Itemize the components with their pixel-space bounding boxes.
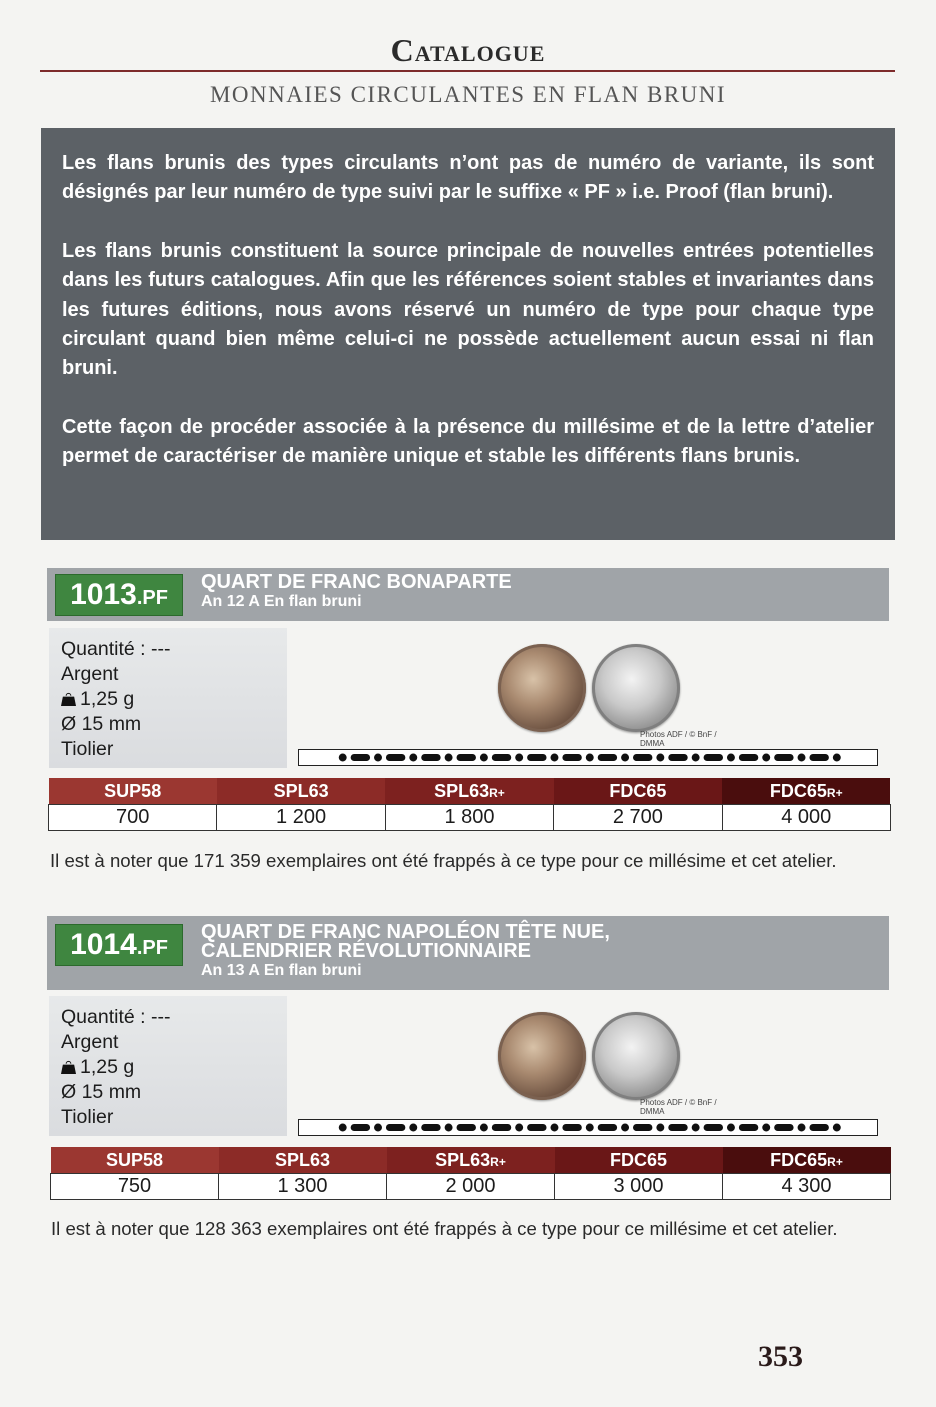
grade-header-row (51, 1147, 891, 1174)
rarity-dot (656, 1124, 664, 1132)
spec-edge: Tiolier (61, 1106, 114, 1128)
rarity-dot (480, 754, 488, 762)
mintage-note: Il est à noter que 128 363 exemplaires ont été frappés à ce type pour ce millésime et cet atelier. (51, 1218, 838, 1239)
spec-weight-row (61, 1056, 134, 1079)
rarity-dash (598, 754, 617, 761)
rarity-dot (586, 754, 594, 762)
price-row (49, 805, 891, 831)
price-row (51, 1174, 891, 1200)
rarity-dot (833, 1124, 841, 1132)
rarity-dot (551, 1124, 559, 1132)
type-number: 1014 (70, 928, 137, 961)
grade-header: FDC65 (555, 1147, 723, 1174)
rarity-dot (621, 754, 629, 762)
rarity-dash (774, 1124, 793, 1131)
rarity-dot (480, 1124, 488, 1132)
intro-box (41, 128, 895, 540)
rarity-dash (704, 754, 723, 761)
intro-paragraph: Les flans brunis constituent la source principale de nouvelles entrées potentielles dans les futurs catalogues. Afin que les références soient stables et invariantes dans les futures éditions, nous avons réservé un numéro de type pour chaque type circulant quand bien même celui-ci ne possède actuellement aucun essai ni flan bruni. (62, 239, 874, 380)
price-cell: 4 000 (722, 805, 890, 831)
grade-header: FDC65R+ (723, 1147, 891, 1174)
price-cell: 700 (49, 805, 217, 831)
type-subtitle: An 12 A En flan bruni (201, 593, 362, 610)
rarity-dash (809, 754, 828, 761)
rarity-dot (374, 754, 382, 762)
rarity-dot (409, 754, 417, 762)
rarity-dash (421, 1124, 440, 1131)
photo-credit: Photos ADF / © BnF / DMMA (640, 730, 717, 748)
price-cell: 1 800 (385, 805, 553, 831)
coin-obverse-image (498, 644, 586, 732)
type-title-line: CALENDRIER RÉVOLUTIONNAIRE (201, 940, 532, 962)
rarity-dash (386, 1124, 405, 1131)
price-cell: 2 700 (554, 805, 722, 831)
spec-weight: 1,25 g (80, 1056, 135, 1078)
type-header (47, 916, 889, 990)
type-title-line: QUART DE FRANC NAPOLÉON TÊTE NUE, (201, 921, 610, 943)
rarity-dash (704, 1124, 723, 1131)
rarity-dot (339, 1124, 347, 1132)
photo-credit: Photos ADF / © BnF / DMMA (640, 1098, 717, 1116)
rarity-scale (298, 1119, 878, 1136)
weight-icon (61, 691, 76, 706)
rarity-dash (492, 1124, 511, 1131)
rarity-dot (798, 1124, 806, 1132)
rarity-dot (692, 754, 700, 762)
rarity-dot (833, 754, 841, 762)
grade-header: SUP58 (51, 1147, 219, 1174)
rarity-dash (457, 754, 476, 761)
spec-quantity: Quantité : --- (61, 1006, 171, 1028)
rarity-dash (386, 754, 405, 761)
rarity-dot (656, 754, 664, 762)
coin-reverse-image (592, 644, 680, 732)
type-title (201, 923, 610, 980)
rarity-scale (298, 749, 878, 766)
specs-panel (49, 628, 287, 768)
weight-icon (61, 1059, 76, 1074)
mintage-note: Il est à noter que 171 359 exemplaires ont été frappés à ce type pour ce millésime et cet atelier. (50, 850, 837, 871)
rarity-dash (351, 1124, 370, 1131)
spec-diameter: Ø 15 mm (61, 1081, 142, 1103)
spec-edge: Tiolier (61, 738, 114, 760)
rarity-dot (445, 754, 453, 762)
rarity-dash (809, 1124, 828, 1131)
grade-header: SPL63 (219, 1147, 387, 1174)
rarity-dot (762, 754, 770, 762)
grade-header: FDC65 (554, 778, 722, 805)
rarity-dash (527, 754, 546, 761)
type-title (201, 573, 512, 611)
type-number-badge (55, 924, 183, 966)
intro-paragraph: Les flans brunis des types circulants n’ont pas de numéro de variante, ils sont désignés par leur numéro de type suivi par le suffixe « PF » i.e. Proof (flan bruni). (62, 152, 874, 204)
rarity-dot (515, 754, 523, 762)
price-table (48, 778, 891, 831)
rarity-dash (351, 754, 370, 761)
rarity-dot (727, 754, 735, 762)
rarity-dash (527, 1124, 546, 1131)
rarity-dash (668, 1124, 687, 1131)
rarity-dash (739, 754, 758, 761)
rarity-dot (339, 754, 347, 762)
type-subtitle: An 13 A En flan bruni (201, 962, 362, 979)
rarity-dot (692, 1124, 700, 1132)
rarity-dash (774, 754, 793, 761)
coin-reverse-image (592, 1012, 680, 1100)
rarity-dash (668, 754, 687, 761)
rarity-dash (633, 1124, 652, 1131)
type-suffix: .PF (136, 937, 168, 959)
type-number: 1013 (70, 578, 137, 611)
intro-paragraph: Cette façon de procéder associée à la présence du millésime et de la lettre d’atelier permet de caractériser de manière unique et stable les différents flans brunis. (62, 415, 874, 468)
coin-obverse-image (498, 1012, 586, 1100)
grade-header-row (49, 778, 891, 805)
price-cell: 1 300 (219, 1174, 387, 1200)
page-title: Catalogue (390, 32, 546, 68)
spec-metal: Argent (61, 663, 119, 685)
price-cell: 1 200 (217, 805, 385, 831)
rarity-dot (621, 1124, 629, 1132)
rarity-dash (633, 754, 652, 761)
rarity-dash (562, 1124, 581, 1131)
grade-header: SPL63R+ (385, 778, 553, 805)
rarity-dot (586, 1124, 594, 1132)
price-cell: 3 000 (555, 1174, 723, 1200)
rarity-dash (492, 754, 511, 761)
type-suffix: .PF (136, 587, 168, 609)
rarity-dot (374, 1124, 382, 1132)
rarity-dot (798, 754, 806, 762)
specs-panel (49, 996, 287, 1136)
rarity-dot (445, 1124, 453, 1132)
type-header (47, 568, 889, 621)
spec-weight: 1,25 g (80, 688, 135, 710)
rarity-dash (457, 1124, 476, 1131)
type-title-line: QUART DE FRANC BONAPARTE (201, 571, 512, 593)
page-subtitle: MONNAIES CIRCULANTES EN FLAN BRUNI (209, 82, 727, 107)
rarity-dash (421, 754, 440, 761)
grade-header: FDC65R+ (722, 778, 890, 805)
spec-metal: Argent (61, 1031, 119, 1053)
page-number: 353 (758, 1340, 803, 1373)
price-cell: 2 000 (387, 1174, 555, 1200)
grade-header: SPL63R+ (387, 1147, 555, 1174)
grade-header: SPL63 (217, 778, 385, 805)
rarity-dash (739, 1124, 758, 1131)
rarity-dot (551, 754, 559, 762)
spec-quantity: Quantité : --- (61, 638, 171, 660)
title-rule (40, 70, 895, 72)
coin-images (490, 630, 720, 748)
grade-header: SUP58 (49, 778, 217, 805)
price-table (50, 1147, 891, 1200)
rarity-dot (727, 1124, 735, 1132)
rarity-dot (762, 1124, 770, 1132)
rarity-dot (409, 1124, 417, 1132)
spec-weight-row (61, 688, 134, 711)
rarity-dot (515, 1124, 523, 1132)
price-cell: 750 (51, 1174, 219, 1200)
rarity-dash (562, 754, 581, 761)
spec-diameter: Ø 15 mm (61, 713, 142, 735)
rarity-dash (598, 1124, 617, 1131)
type-number-badge (55, 574, 183, 616)
price-cell: 4 300 (723, 1174, 891, 1200)
coin-images (490, 998, 720, 1116)
